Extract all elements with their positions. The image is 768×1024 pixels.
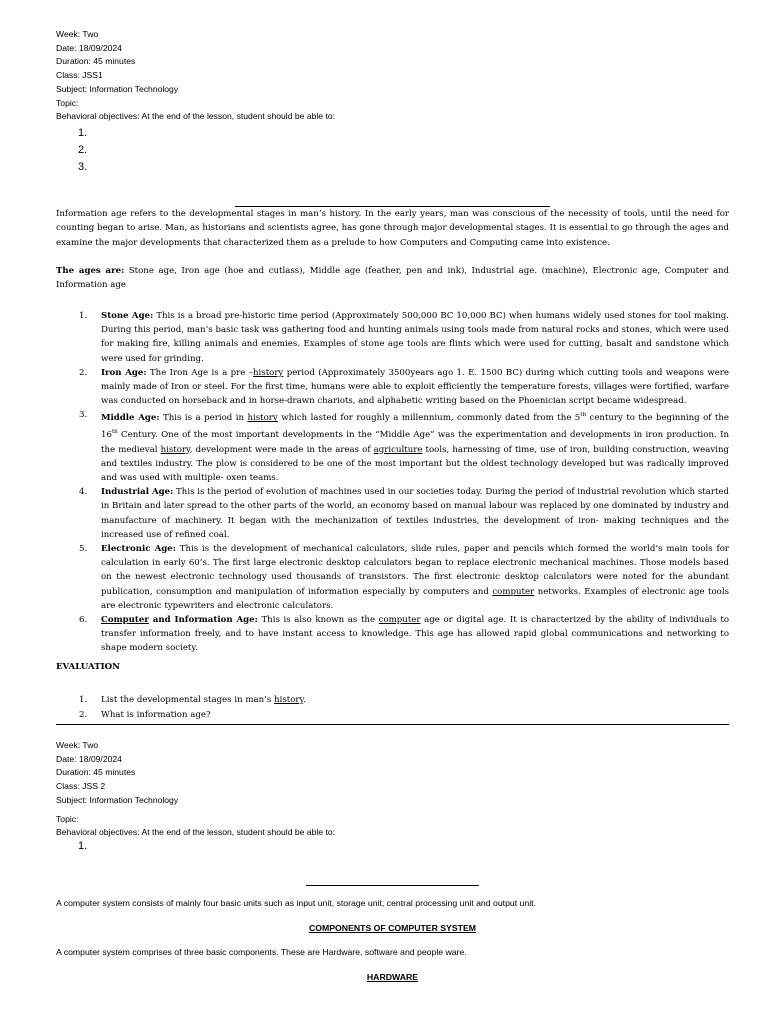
list-item xyxy=(56,408,729,485)
item-title: Stone Age: xyxy=(101,311,154,321)
class-line: Class: JSS 2 xyxy=(56,781,106,792)
lesson2-header xyxy=(56,739,716,840)
item-title: Iron Age: xyxy=(101,367,147,378)
ages-list xyxy=(56,309,729,656)
evaluation-list xyxy=(56,693,306,723)
list-item xyxy=(56,613,729,656)
item-text: This is also known as the xyxy=(257,614,379,625)
item-text: which lasted for roughly a millennium, commonly dated from the 5 xyxy=(277,413,581,424)
subject-line: Subject: Information Technology xyxy=(56,83,179,94)
week-line: Week: Two xyxy=(56,740,99,750)
topic-line: Topic: xyxy=(56,813,79,824)
date-line: Date: 18/09/2024 xyxy=(56,753,122,764)
superscript: th xyxy=(580,412,587,419)
objective-number: 1. xyxy=(78,127,88,139)
item-text: tools, harnessing of time, use of iron, building construction, weaving and textiles industry. The plow is considered to be one of the most important but the oldest technology developed but was radically improved and was used with multiple- oxen teams. xyxy=(101,444,729,483)
duration-line: Duration: 45 minutes xyxy=(56,56,136,67)
item-title: and Information Age: xyxy=(148,614,258,625)
item-number: 6. xyxy=(79,614,88,625)
item-text: period (Approximately 3500years ago 1. E. 1500 BC) during which cutting tools and weapons were mainly made of Iron or steel. For the first time, humans were able to exploit efficiently the temperature forests, villages were fortified, warfare was conducted on horseback and in horse-drawn chariots, and alphabetic writing based on the Phoenician script became widespread. xyxy=(101,367,729,407)
item-text: This is the development of mechanical calculators, slide rules, paper and pencils which formed the world’s main tools for calculation in early 60’s. The first large electronic desktop calculators began to replace electronic mechanical machines. Those models based on the newest electronic technology used thousands of transistors. The first electronic desktop calculators were noted for the abundant publication, consumption and manipulation of information especially by computers and xyxy=(101,543,729,597)
item-title: Middle Age: xyxy=(101,413,160,424)
duration-line: Duration: 45 minutes xyxy=(56,767,136,778)
item-text: Century. One of the most important developments in the “Middle Age” was the experimentation and developments in iron production. In the medieval xyxy=(101,430,729,455)
class-line: Class: JSS1 xyxy=(56,70,103,81)
item-number: 1. xyxy=(79,311,88,321)
section-divider xyxy=(56,724,729,725)
list-item xyxy=(56,693,306,708)
item-number: 5. xyxy=(79,543,88,554)
objective-number: 3. xyxy=(78,161,88,173)
item-number: 4. xyxy=(79,487,88,498)
hardware-heading: HARDWARE xyxy=(366,972,419,982)
lesson1-header xyxy=(56,28,716,124)
topic-line: Topic: xyxy=(56,97,79,108)
title-rule xyxy=(306,885,479,886)
computer-title-link[interactable]: Computer xyxy=(101,614,149,625)
objectives-line: Behavioral objectives: At the end of the lesson, student should be able to: xyxy=(56,827,336,838)
list-item xyxy=(56,542,729,613)
item-text: networks. Examples of electronic age tools are electronic typewriters and electronic calculators. xyxy=(101,586,729,611)
date-line: Date: 18/09/2024 xyxy=(56,42,122,53)
item-text: century to the beginning of the 16 xyxy=(101,413,730,441)
objective-number: 2. xyxy=(78,144,88,156)
superscript: th xyxy=(111,429,118,436)
intro-text: Information age refers to the developmental stages in man’s history. In the early years, man was conscious of the necessity of tools, until the need for counting began to arise. Man, as historians and scientists agree, has gone through major developmental stages. It is essential to go through the ages and examine the major developments that characterized them as a prelude to how Computers and Computing came into existence. xyxy=(56,209,729,248)
week-line: Week: Two xyxy=(56,29,99,39)
agriculture-link[interactable]: agriculture xyxy=(373,444,423,455)
intro-paragraph: A computer system consists of mainly four basic units such as input unit, storage unit, central processing unit and output unit. xyxy=(56,898,536,908)
objective-number: 1. xyxy=(78,840,88,852)
history-link[interactable]: history xyxy=(253,367,284,378)
objectives-line: Behavioral objectives: At the end of the lesson, student should be able to: xyxy=(56,111,336,122)
intro-paragraph xyxy=(56,207,729,250)
computer-link[interactable]: computer xyxy=(378,614,421,625)
item-number: 1. xyxy=(79,695,88,705)
components-paragraph: A computer system comprises of three basic components. These are Hardware, software and people ware. xyxy=(56,947,467,957)
item-text: The Iron Age is a pre – xyxy=(146,367,253,378)
item-text: This is a period in xyxy=(159,413,248,424)
history-link[interactable]: history xyxy=(247,413,278,424)
subject-line: Subject: Information Technology xyxy=(56,794,179,805)
objectives-numbered-list xyxy=(78,125,87,176)
ages-label: The ages are: xyxy=(56,266,125,276)
item-text: This is a broad pre-historic time period (Approximately 500,000 BC 10,000 BC) when humans widely used stones for tool making. During this period, man’s basic task was gathering food and hunting animals using tools made from natural rocks and stones, which were used for making fire, killing animals and enemies. Examples of stone age tools are flints which were used for cutting, basalt and sandstone which were used for grinding. xyxy=(101,311,729,364)
item-number: 2. xyxy=(79,710,88,720)
ages-summary xyxy=(56,264,729,293)
item-text: , development were made in the areas of xyxy=(189,444,374,455)
objectives-numbered-list xyxy=(78,838,87,855)
item-title: Electronic Age: xyxy=(101,543,176,554)
item-number: 2. xyxy=(79,367,88,378)
ages-text: Stone age, Iron age (hoe and cutlass), Middle age (feather, pen and ink), Industrial age. (machine), Electronic age, Computer and Information age xyxy=(56,266,729,291)
list-item xyxy=(56,708,306,723)
item-number: 3. xyxy=(79,410,88,421)
item-text: List the developmental stages in man’s xyxy=(101,695,275,705)
item-text: age or digital age. It is characterized by the ability of individuals to transfer information freely, and to have instant access to knowledge. This age has allowed rapid global communications and networking to shape modern society. xyxy=(101,614,730,654)
list-item xyxy=(56,309,729,366)
evaluation-heading: EVALUATION xyxy=(56,662,120,672)
components-heading: COMPONENTS OF COMPUTER SYSTEM xyxy=(308,923,476,933)
computer-link[interactable]: computer xyxy=(492,586,535,597)
list-item xyxy=(56,366,729,409)
item-text: . xyxy=(303,695,306,705)
item-text: What is information age? xyxy=(101,710,211,720)
item-title: Industrial Age: xyxy=(101,487,174,498)
history-link[interactable]: history xyxy=(160,444,190,455)
history-link[interactable]: history xyxy=(274,695,304,705)
list-item xyxy=(56,485,729,542)
item-text: This is the period of evolution of machines used in our societies today. During the period of industrial revolution which started in Britain and later spread to the other parts of the world, an economy based on manual labour was replaced by one dominated by industry and manufacture of machinery. It began with the mechanization of textiles industries, the development of iron- making techniques and the increased use of refined coal. xyxy=(101,487,729,540)
